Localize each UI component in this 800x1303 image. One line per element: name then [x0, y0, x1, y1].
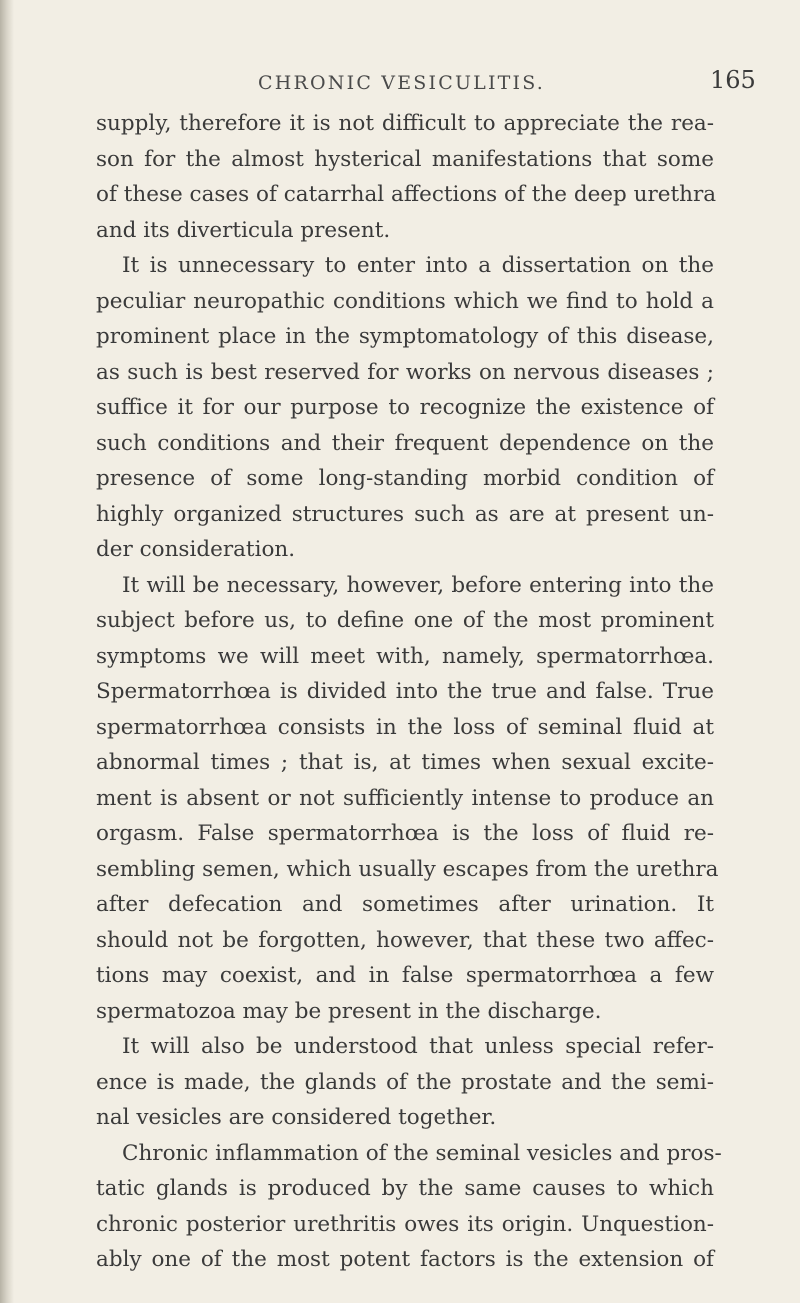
text-line: It is unnecessary to enter into a dissertation on the	[122, 253, 714, 278]
text-line: should not be forgotten, however, that these two affec-	[96, 927, 714, 953]
text-line: symptoms we will meet with, namely, spermatorrhœa.	[96, 643, 714, 669]
text-line: It will be necessary, however, before entering into the	[122, 572, 714, 598]
text-line: spermatozoa may be present in the discharge.	[96, 998, 602, 1024]
text-line: after defecation and sometimes after urination. It	[96, 892, 714, 917]
text-line: suffice it for our purpose to recognize the existence of	[96, 395, 714, 420]
text-line: prominent place in the symptomatology of this disease,	[96, 324, 714, 349]
text-line: der consideration.	[96, 537, 296, 562]
text-line: of these cases of catarrhal affections of the deep urethra	[96, 182, 717, 207]
text-line: nal vesicles are considered together.	[96, 1105, 497, 1130]
text-line: tatic glands is produced by the same causes to which	[96, 1176, 714, 1201]
text-line: abnormal times ; that is, at times when sexual excite-	[96, 750, 714, 775]
text-line: highly organized structures such as are at present un-	[96, 501, 714, 527]
page-number: 165	[710, 66, 756, 94]
text-line: ably one of the most potent factors is the extension of	[96, 1247, 714, 1272]
text-line: orgasm. False spermatorrhœa is the loss of fluid re-	[96, 821, 714, 846]
running-head: CHRONIC VESICULITIS.	[258, 72, 546, 94]
text-line: spermatorrhœa consists in the loss of seminal fluid at	[96, 714, 714, 740]
body-text	[96, 106, 722, 1278]
text-line: Spermatorrhœa is divided into the true and false. True	[96, 679, 714, 704]
text-line: tions may coexist, and in false spermatorrhœa a few	[96, 963, 714, 988]
text-line: son for the almost hysterical manifestations that some	[96, 146, 714, 172]
text-line: supply, therefore it is not difficult to appreciate the rea-	[96, 111, 714, 136]
text-line: It will also be understood that unless special refer-	[122, 1034, 714, 1059]
text-line: Chronic inflammation of the seminal vesicles and pros-	[122, 1140, 722, 1166]
text-line: and its diverticula present.	[96, 217, 391, 243]
text-line: subject before us, to define one of the most prominent	[96, 608, 714, 633]
text-line: ence is made, the glands of the prostate and the semi-	[96, 1069, 714, 1095]
text-line: presence of some long-standing morbid condition of	[96, 466, 714, 491]
text-line: such conditions and their frequent dependence on the	[96, 430, 714, 456]
text-line: sembling semen, which usually escapes from the urethra	[96, 856, 719, 882]
page-gutter-shadow	[0, 0, 14, 1303]
text-line: as such is best reserved for works on nervous diseases ;	[96, 359, 714, 385]
text-line: peculiar neuropathic conditions which we find to hold a	[96, 288, 714, 314]
text-line: ment is absent or not sufficiently intense to produce an	[96, 785, 714, 811]
text-line: chronic posterior urethritis owes its origin. Unquestion-	[96, 1211, 714, 1237]
